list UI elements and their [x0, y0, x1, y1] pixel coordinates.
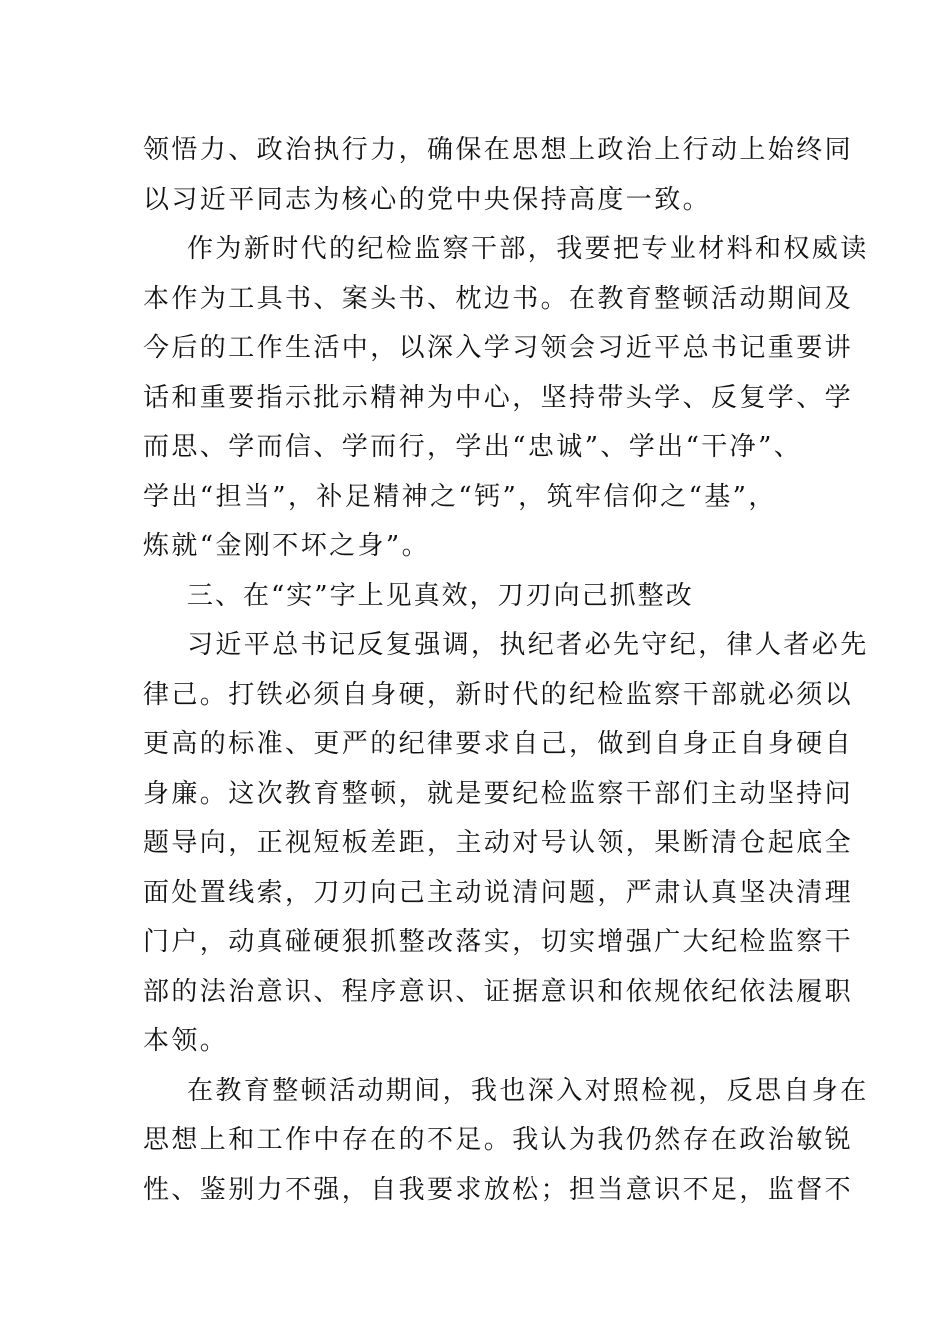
- text-line: 身廉。这次教育整顿，就是要纪检监察干部们主动坚持问: [143, 778, 854, 809]
- text-line: 律己。打铁必须自身硬，新时代的纪检监察干部就必须以: [143, 679, 854, 710]
- text-line: 话和重要指示批示精神为中心，坚持带头学、反复学、学: [143, 382, 854, 413]
- text-line: 领悟力、政治执行力，确保在思想上政治上行动上始终同: [143, 135, 854, 165]
- text-line: 门户，动真碰硬狠抓整改落实，切实增强广大纪检监察干: [143, 927, 854, 957]
- text-line: 今后的工作生活中，以深入学习领会习近平总书记重要讲: [143, 333, 854, 363]
- text-line: 思想上和工作中存在的不足。我认为我仍然存在政治敏锐: [143, 1125, 854, 1155]
- text-line: 更高的标准、更严的纪律要求自己，做到自身正自身硬自: [143, 729, 854, 759]
- text-line: 本作为工具书、案头书、枕边书。在教育整顿活动期间及: [143, 283, 854, 314]
- paragraph-start-line: 在教育整顿活动期间，我也深入对照检视，反思自身在: [187, 1075, 869, 1106]
- text-line: 部的法治意识、程序意识、证据意识和依规依纪依法履职: [143, 976, 854, 1007]
- text-line: 题导向，正视短板差距，主动对号认领，果断清仓起底全: [143, 828, 854, 858]
- text-line: 以习近平同志为核心的党中央保持高度一致。: [143, 184, 712, 215]
- text-line: 学出“担当”，补足精神之“钙”，筑牢信仰之“基”，: [143, 481, 777, 512]
- paragraph-start-line: 作为新时代的纪检监察干部，我要把专业材料和权威读: [187, 234, 869, 264]
- text-line: 炼就“金刚不坏之身”。: [143, 531, 430, 561]
- paragraph-start-line: 习近平总书记反复强调，执纪者必先守纪，律人者必先: [187, 630, 869, 660]
- text-line: 面处置线索，刀刃向己主动说清问题，严肃认真坚决清理: [143, 877, 854, 908]
- text-line: 性、鉴别力不强，自我要求放松；担当意识不足，监督不: [143, 1174, 854, 1205]
- section-heading: 三、在“实”字上见真效，刀刃向己抓整改: [187, 580, 694, 611]
- body-text: [143, 126, 869, 1215]
- text-line: 本领。: [143, 1026, 229, 1056]
- text-line: 而思、学而信、学而行，学出“忠诚”、学出“干净”、: [143, 432, 803, 462]
